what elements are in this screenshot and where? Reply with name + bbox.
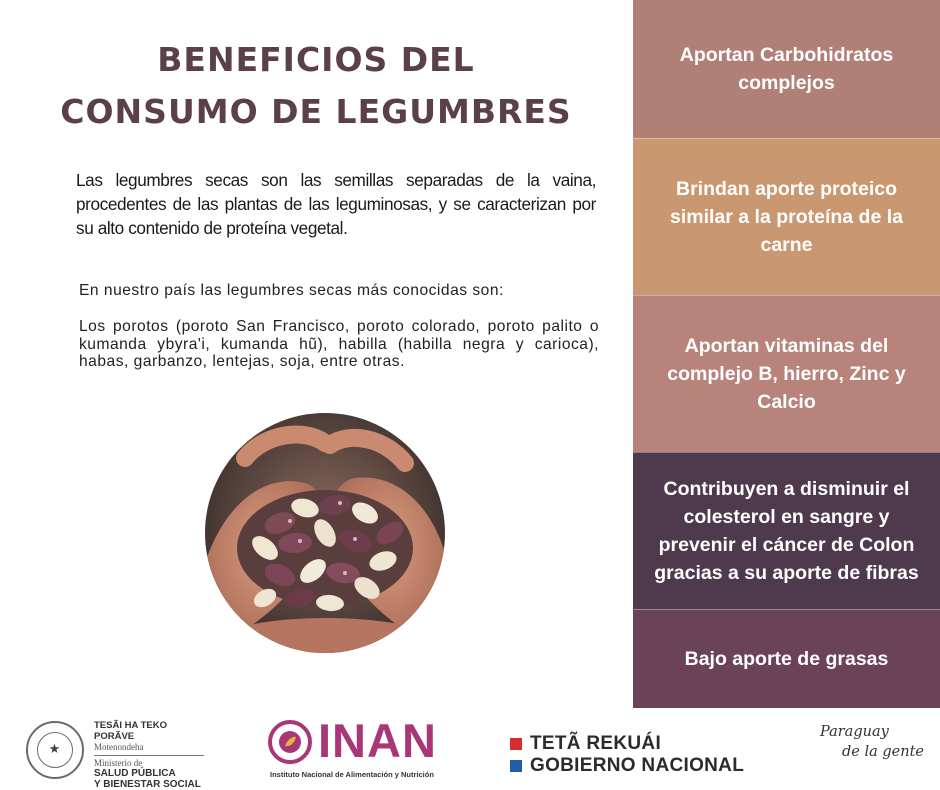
title-line-2: CONSUMO DE LEGUMBRES [60, 92, 572, 131]
known-legumes-heading: En nuestro país las legumbres secas más conocidas son: [79, 282, 504, 299]
beans-illustration [205, 413, 445, 653]
footer-logos [0, 708, 940, 788]
hands-holding-beans-photo [205, 413, 445, 653]
page-title [60, 34, 572, 138]
ministry-line-4: Ministerio de [94, 758, 143, 768]
ministry-line-5: SALUD PÚBLICA [94, 768, 176, 779]
paraguay-line-2: de la gente [842, 744, 924, 760]
title-line-1: BENEFICIOS DEL [157, 40, 475, 79]
inan-wordmark: INAN [318, 714, 437, 767]
benefit-carbohydrates: Aportan Carbohidratos complejos [633, 0, 940, 138]
ministry-line-6: Y BIENESTAR SOCIAL [94, 779, 201, 790]
paraguay-de-la-gente-logo [820, 722, 930, 762]
ministry-line-2: PORÃVE [94, 731, 135, 742]
benefit-protein: Brindan aporte proteico similar a la proteína de la carne [633, 138, 940, 295]
blue-square-icon [510, 760, 522, 772]
gobierno-nacional-logo [510, 733, 744, 777]
paraguay-seal-icon: ★ [26, 721, 84, 779]
intro-paragraph: Las legumbres secas son las semillas separadas de la vaina, procedentes de las plantas de las leguminosas, y se caracterizan por su alto contenido de proteína vegetal. [76, 170, 596, 238]
gov-line-1: TETÃ REKUÁI [530, 733, 662, 754]
benefits-panel [633, 0, 940, 708]
benefit-cholesterol: Contribuyen a disminuir el colesterol en sangre y prevenir el cáncer de Colon gracias a su aporte de fibras [633, 452, 940, 609]
ministry-line-1: TESÃI HA TEKO [94, 720, 168, 731]
ministry-line-3: Motenondeha [94, 742, 144, 752]
inan-subtitle: Instituto Nacional de Alimentación y Nutrición [270, 770, 434, 779]
inan-emblem-icon [268, 720, 312, 764]
ministry-health-logo [94, 720, 224, 790]
known-legumes-list: Los porotos (poroto San Francisco, poroto colorado, poroto palito o kumanda ybyra'i, kumanda hũ), habilla (habilla negra y carioca), habas, garbanzo, lentejas, soja, entre otras. [79, 318, 599, 370]
red-square-icon [510, 738, 522, 750]
gov-line-2: GOBIERNO NACIONAL [530, 755, 745, 776]
benefit-vitamins: Aportan vitaminas del complejo B, hierro, Zinc y Calcio [633, 295, 940, 452]
benefit-low-fat: Bajo aporte de grasas [633, 609, 940, 708]
paraguay-line-1: Paraguay [820, 724, 889, 740]
